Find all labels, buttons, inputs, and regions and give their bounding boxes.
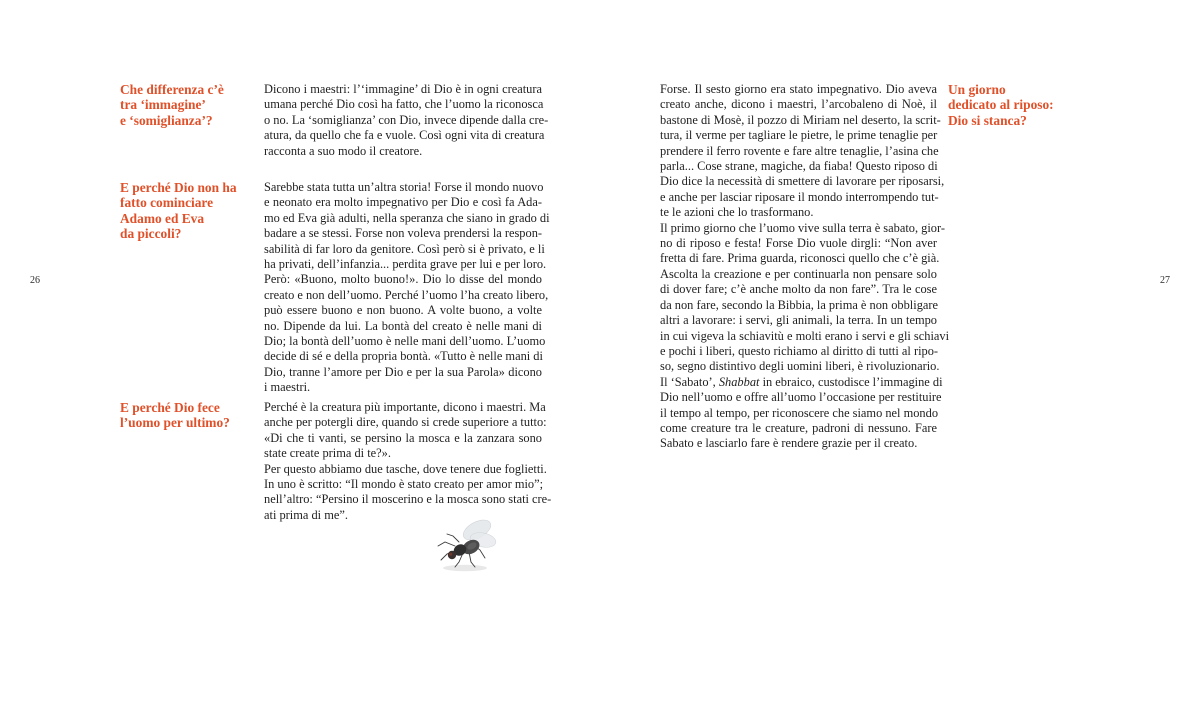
question-heading-riposo: Un giorno dedicato al riposo: Dio si stanca?	[948, 82, 1054, 128]
text-line: Dio dice la necessità di smettere di lavorare per riposarsi,	[660, 174, 945, 189]
text-line: creato e non dell’uomo. Perché l’uomo l’ha creato libero,	[264, 287, 549, 302]
text-line: tura, il verme per tagliare le pietre, le prime tenaglie per	[660, 128, 938, 143]
text-line: Dicono i maestri: l’‘immagine’ di Dio è in ogni creatura	[264, 82, 542, 96]
question-heading-adamo-eva: E perché Dio non ha fatto cominciare Adamo ed Eva da piccoli?	[120, 180, 237, 242]
text-line: e pochi i liberi, questo richiamo al diritto di tutti al ripo-	[660, 343, 939, 358]
text-line: Sabato e lasciarlo fare è rendere grazie per il creato.	[660, 436, 918, 451]
text-line: umana perché Dio così ha fatto, che l’uomo la riconosca	[264, 97, 544, 112]
text-line: e neonato era molto impegnativo per Dio e così fa Ada-	[264, 195, 542, 210]
question-heading-immagine: Che differenza c’è tra ‘immagine’ e ‘somiglianza’?	[120, 82, 224, 128]
text-line: no di riposo e festa! Forse Dio vuole dirgli: “Non aver	[660, 236, 937, 251]
question-heading-uomo-ultimo: E perché Dio fece l’uomo per ultimo?	[120, 400, 230, 431]
text-line: il tempo al tempo, per riconoscere che siamo nel mondo	[660, 405, 939, 420]
text-line: «Di che ti vanti, se persino la mosca e la zanzara sono	[264, 430, 542, 445]
text-line: Forse. Il sesto giorno era stato impegnativo. Dio aveva	[660, 82, 937, 96]
text-line: badare a se stessi. Forse non voleva prendersi la respon-	[264, 226, 543, 241]
text-line: nell’altro: “Persino il moscerino e la mosca sono stati cre-	[264, 492, 552, 507]
text-line: atura, da quello che fa e vuole. Così ogni vita di creatura	[264, 128, 545, 143]
paragraph-uomo-ultimo	[264, 400, 552, 523]
text-line: in cui vigeva la schiavitù e molti erano i servi e gli schiavi	[660, 328, 950, 343]
text-line: altri a lavorare: i servi, gli animali, la terra. In un tempo	[660, 313, 937, 328]
text-line: ati prima di me”.	[264, 507, 348, 522]
text-line: decide di sé e della propria bontà. «Tutto è nelle mani di	[264, 349, 543, 364]
paragraph-riposo	[660, 82, 950, 452]
text-line: te le azioni che lo trasformano.	[660, 205, 814, 220]
text-line: Il ‘Sabato’, Shabbat in ebraico, custodisce l’immagine di	[660, 374, 943, 389]
text-line: racconta a suo modo il creatore.	[264, 143, 423, 158]
paragraph-immagine	[264, 82, 549, 159]
text-line: prendere il ferro rovente e fare altre tenaglie, l’asina che	[660, 143, 939, 158]
text-line: Il primo giorno che l’uomo vive sulla terra è sabato, gior-	[660, 220, 945, 235]
text-line: bastone di Mosè, il pozzo di Miriam nel deserto, la scrit-	[660, 112, 941, 127]
text-line: fretta di fare. Prima guarda, riconosci quello che c’è già.	[660, 251, 940, 266]
text-line: mo ed Eva già adulti, nella speranza che siano in grado di	[264, 210, 550, 225]
text-line: creato anche, dicono i maestri, l’arcobaleno di Noè, il	[660, 97, 937, 112]
text-line: Perché è la creatura più importante, dicono i maestri. Ma	[264, 400, 546, 414]
fly-illustration	[425, 512, 505, 576]
text-line: può essere buono e non buono. A volte buono, a volte	[264, 303, 542, 318]
paragraph-adamo-eva	[264, 180, 550, 396]
page-number-left: 26	[30, 275, 40, 286]
text-line: da non fare, secondo la Bibbia, la prima è non obbligare	[660, 297, 939, 312]
text-line: di dover fare; c’è anche molto da non fare”. Tra le cose	[660, 282, 937, 297]
text-line: so, segno distintivo degli uomini liberi, è rivoluzionario.	[660, 359, 940, 374]
text-line: sabilità di far loro da genitore. Così però si è privato, e li	[264, 241, 545, 256]
text-line: Ascolta la creazione e per continuarla non pensare solo	[660, 266, 937, 281]
text-line: Però: «Buono, molto buono!». Dio lo disse del mondo	[264, 272, 542, 287]
text-line: In uno è scritto: “Il mondo è stato creato per amor mio”;	[264, 477, 544, 492]
text-line: o no. La ‘somiglianza’ con Dio, invece dipende dalla cre-	[264, 112, 549, 127]
text-line: anche per potergli dire, quando si crede superiore a tutto:	[264, 415, 547, 430]
text-line: state create prima di te?».	[264, 446, 391, 461]
text-line: parla... Cose strane, magiche, da fiaba! Questo riposo di	[660, 159, 938, 174]
text-line: e anche per lasciar riposare il mondo interrompendo tut-	[660, 189, 939, 204]
text-line: Dio, tranne l’amore per Dio e per la sua Parola» dicono	[264, 364, 542, 379]
text-line: Dio; la bontà dell’uomo è nelle mani dell’uomo. L’uomo	[264, 334, 546, 349]
text-line: come creature tra le creature, padroni di nessuno. Fare	[660, 420, 937, 435]
text-line: Per questo abbiamo due tasche, dove tenere due foglietti.	[264, 461, 547, 476]
text-line: ha privati, dell’infanzia... perdita grave per lui e per loro.	[264, 257, 547, 272]
page-number-right: 27	[1160, 275, 1170, 286]
text-line: i maestri.	[264, 380, 311, 395]
text-line: no. Dipende da lui. La bontà del creato è nelle mani di	[264, 318, 542, 333]
text-line: Dio nell’uomo e offre all’uomo l’occasione per restituire	[660, 390, 942, 405]
text-line: Sarebbe stata tutta un’altra storia! Forse il mondo nuovo	[264, 180, 544, 194]
